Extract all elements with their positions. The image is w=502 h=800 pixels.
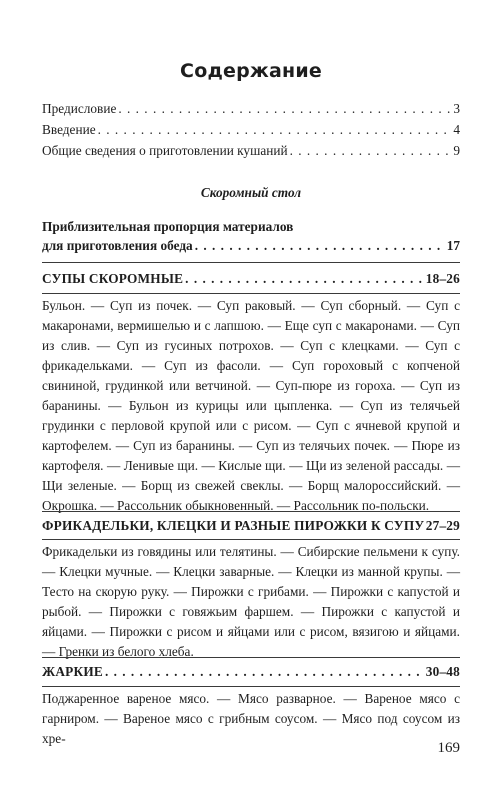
toc-entry-page: 9 [453, 143, 460, 158]
section-divider [42, 293, 460, 294]
proportion-page: 17 [446, 238, 460, 253]
dot-leader [105, 664, 424, 680]
dot-leader [98, 122, 452, 138]
section-heading [42, 518, 460, 534]
proportion-entry [42, 238, 460, 258]
dot-leader [118, 101, 451, 117]
page-title: Содержание [180, 60, 322, 82]
toc-entry-label: Введение [42, 122, 96, 137]
dot-leader [185, 271, 424, 287]
section-pages: 27–29 [425, 518, 460, 533]
section-title: ФРИКАДЕЛЬКИ, КЛЕЦКИ И РАЗНЫЕ ПИРОЖКИ К СУПУ [42, 518, 425, 533]
section-body: Поджаренное вареное мясо. — Мясо разварное. — Вареное мясо с гарниром. — Вареное мясо с грибным соусом. — Мясо под соусом из хре- [42, 691, 460, 746]
section-divider [42, 686, 460, 687]
proportion-title-line1: Приблизительная пропорция материалов [42, 219, 294, 234]
section-body: Фрикадельки из говядины или телятины. — Сибирские пельмени к супу. — Клецки мучные. — Клецки заварные. — Клецки из манной крупы. — Тесто на скорую руку. — Пирожки с грибами. — Пирожки с капустой и рыбой. — Пирожки с говяжьим фаршем. — Пирожки с капустой и яйцами. — Пирожки с рисом и яйцами или с рисом, вязигою и яйцами. — Гренки из белого хлеба. [42, 544, 460, 659]
section-divider [42, 262, 460, 263]
section-body: Бульон. — Суп из почек. — Суп раковый. — Суп сборный. — Суп с макаронами, вермишелью и с лапшою. — Еще суп с макаронами. — Суп из слив. — Суп из гусиных потрохов. — Суп с клецками. — Суп с фрикадельками. — Суп из фасоли. — Суп гороховый с копченой свининой, грудинкой или ветчиной. — Суп-пюре из гороха. — Суп из баранины. — Бульон из курицы или цыпленка. — Суп из телячьей грудинки с перловой крупой или с рисом. — Суп с ячневой крупой и картофелем. — Суп из баранины. — Суп из телячьих почек. — Пюре из картофеля. — Ленивые щи. — Кислые щи. — Щи из зеленой рассады. — Щи зеленые. — Борщ из свежей свеклы. — Борщ малороссийский. — Окрошка. — Рассольник обыкновенный. — Рассольник по-польски. [42, 298, 460, 513]
section-title: ЖАРКИЕ [42, 664, 103, 679]
toc-entry-label: Предисловие [42, 101, 117, 116]
section-divider [42, 511, 460, 512]
dot-leader [290, 143, 452, 159]
page-number: 169 [437, 740, 460, 756]
proportion-title-line2: для приготовления обеда [42, 238, 193, 253]
section-divider [42, 657, 460, 658]
toc-entry-label: Общие сведения о приготовлении кушаний [42, 143, 288, 158]
dot-leader [195, 238, 445, 254]
toc-entry-page: 3 [453, 101, 460, 116]
section-divider [42, 539, 460, 540]
toc-entry-page: 4 [453, 122, 460, 137]
section-title: СУПЫ СКОРОМНЫЕ [42, 271, 184, 286]
toc-entry [42, 143, 460, 163]
toc-entry [42, 122, 460, 142]
section-pages: 18–26 [425, 271, 460, 286]
section-heading [42, 664, 460, 680]
part-subtitle: Скоромный стол [200, 185, 302, 200]
toc-entry [42, 101, 460, 121]
section-pages: 30–48 [425, 664, 460, 679]
section-heading [42, 271, 460, 287]
